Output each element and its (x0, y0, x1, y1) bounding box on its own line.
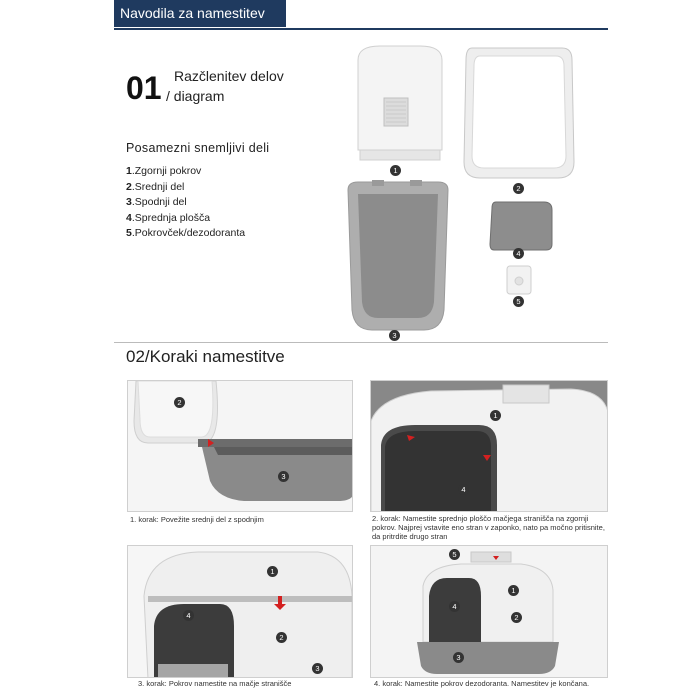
step2-caption: 2. korak: Namestite sprednjo ploščo mačjega stranišča na zgornji pokrov. Najprej vstavite eno stran v zaponko, nato pa močno pritisnite, da pritrdite drugo stran (372, 514, 605, 541)
step2-marker-4: 4 (458, 484, 469, 495)
step3-caption: 3. korak: Pokrov namestite na mačje stranišče (138, 679, 292, 688)
middle-frame-illustration (464, 48, 574, 178)
part-item: 5.Pokrovček/dezodoranta (126, 227, 246, 239)
step1-marker-2: 2 (174, 397, 185, 408)
marker-3: 3 (389, 330, 400, 341)
section1-subtitle: / diagram (166, 88, 225, 104)
step1-caption: 1. korak: Povežite srednji del z spodnjim (130, 515, 264, 524)
marker-1: 1 (390, 165, 401, 176)
deodorant-cap-illustration (507, 266, 531, 294)
front-panel-illustration (490, 202, 552, 250)
section1-title: Razčlenitev delov (174, 68, 284, 84)
step1-marker-3: 3 (278, 471, 289, 482)
parts-list (126, 164, 245, 242)
step4-marker-3: 3 (453, 652, 464, 663)
section-divider (114, 342, 608, 343)
marker-5: 5 (513, 296, 524, 307)
step4-marker-1: 1 (508, 585, 519, 596)
step2-image (370, 380, 608, 512)
parts-diagram (340, 38, 590, 342)
step4-image (370, 545, 608, 678)
section1-number: 01 (126, 70, 162, 106)
header-title: Navodila za namestitev (114, 0, 286, 27)
part-item: 1.Zgornji pokrov (126, 165, 202, 177)
section2-title: 02/Koraki namestitve (126, 347, 285, 366)
step4-marker-5: 5 (449, 549, 460, 560)
step3-marker-4: 4 (183, 610, 194, 621)
top-cover-illustration (358, 46, 442, 160)
step3-image (127, 545, 353, 678)
step4-marker-4: 4 (449, 601, 460, 612)
step3-marker-3: 3 (312, 663, 323, 674)
step3-marker-1: 1 (267, 566, 278, 577)
step4-caption: 4. korak: Namestite pokrov dezodoranta. Namestitev je končana. (374, 679, 590, 688)
marker-2: 2 (513, 183, 524, 194)
step2-marker-1: 1 (490, 410, 501, 421)
header-rule (114, 28, 608, 30)
marker-4: 4 (513, 248, 524, 259)
part-item: 4.Sprednja plošča (126, 211, 211, 224)
part-item: 3.Spodnji del (126, 196, 187, 208)
step4-marker-2: 2 (511, 612, 522, 623)
step1-image (127, 380, 353, 512)
parts-title: Posamezni snemljivi deli (126, 141, 270, 155)
bottom-tray-illustration (348, 180, 448, 330)
step3-marker-2: 2 (276, 632, 287, 643)
part-item: 2.Srednji del (126, 180, 185, 193)
